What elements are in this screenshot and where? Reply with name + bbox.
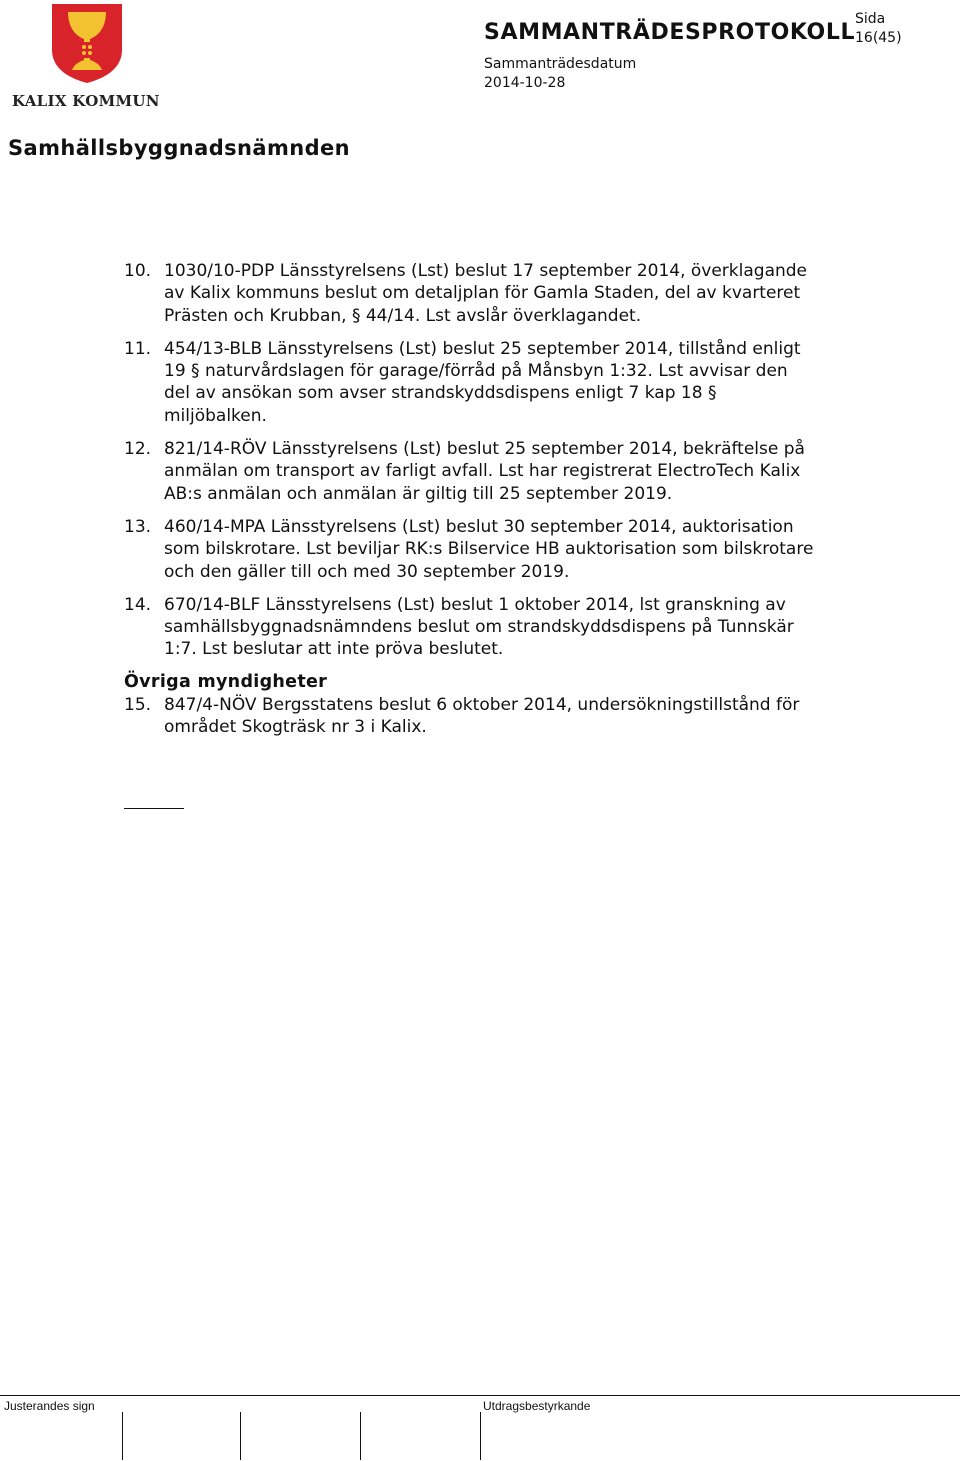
- item-number: 14.: [124, 594, 152, 615]
- section-heading: Övriga myndigheter: [124, 671, 328, 692]
- signature-box-divider: [480, 1412, 481, 1460]
- list-item: [124, 694, 814, 739]
- list-item: [124, 260, 814, 327]
- meeting-date-label: Sammanträdesdatum: [484, 56, 637, 72]
- signature-footer: [0, 1395, 960, 1461]
- item-text: 454/13-BLB Länsstyrelsens (Lst) beslut 25 september 2014, tillstånd enligt 19 § naturvårdslagen för garage/förråd på Månsbyn 1:32. Lst avvisar den del av ansökan som avser strandskyddsdispens enligt 7 kap 18 § miljöbalken.: [164, 338, 801, 426]
- end-divider: [124, 808, 184, 809]
- item-number: 15.: [124, 695, 152, 716]
- list-item: [124, 438, 814, 505]
- municipality-logo: [8, 2, 160, 112]
- item-list: [124, 260, 814, 739]
- item-number: 10.: [124, 261, 152, 281]
- coat-of-arms-icon: [48, 2, 126, 84]
- certified-label: Utdragsbestyrkande: [483, 1399, 591, 1413]
- document-title: SAMMANTRÄDESPROTOKOLL: [484, 20, 856, 45]
- page-label: Sida: [855, 11, 886, 27]
- municipality-name: KALIX KOMMUN: [12, 92, 160, 110]
- item-number: 12.: [124, 439, 152, 460]
- item-text: 847/4-NÖV Bergsstatens beslut 6 oktober 2014, undersökningstillstånd för området Skogträsk nr 3 i Kalix.: [164, 695, 800, 738]
- signature-box-divider: [240, 1412, 241, 1460]
- page-number: 16(45): [855, 30, 902, 46]
- item-text: 1030/10-PDP Länsstyrelsens (Lst) beslut 17 september 2014, överklagande av Kalix kommuns beslut om detaljplan för Gamla Staden, del av kvarteret Prästen och Krubban, § 44/14. Lst avslår överklagandet.: [164, 261, 808, 326]
- meeting-date: 2014-10-28: [484, 75, 566, 91]
- item-text: 821/14-RÖV Länsstyrelsens (Lst) beslut 25 september 2014, bekräftelse på anmälan om transport av farligt avfall. Lst har registrerat ElectroTech Kalix AB:s anmälan och anmälan är giltig till 25 september 2019.: [164, 439, 805, 504]
- item-text: 670/14-BLF Länsstyrelsens (Lst) beslut 1 oktober 2014, lst granskning av samhällsbyggnadsnämndens beslut om strandskyddsdispens på Tunnskär 1:7. Lst beslutar att inte pröva beslutet.: [164, 594, 794, 660]
- signature-box-divider: [360, 1412, 361, 1460]
- item-number: 11.: [124, 338, 152, 359]
- item-number: 13.: [124, 516, 152, 537]
- list-item: [124, 516, 814, 583]
- list-item: [124, 338, 814, 427]
- item-text: 460/14-MPA Länsstyrelsens (Lst) beslut 30 september 2014, auktorisation som bilskrotare. Lst beviljar RK:s Bilservice HB auktorisation som bilskrotare och den gäller till och med 30 september 2019.: [164, 516, 814, 582]
- signer-label: Justerandes sign: [4, 1399, 95, 1413]
- signature-box-divider: [122, 1412, 123, 1460]
- board-name: Samhällsbyggnadsnämnden: [8, 136, 351, 160]
- list-item: [124, 594, 814, 661]
